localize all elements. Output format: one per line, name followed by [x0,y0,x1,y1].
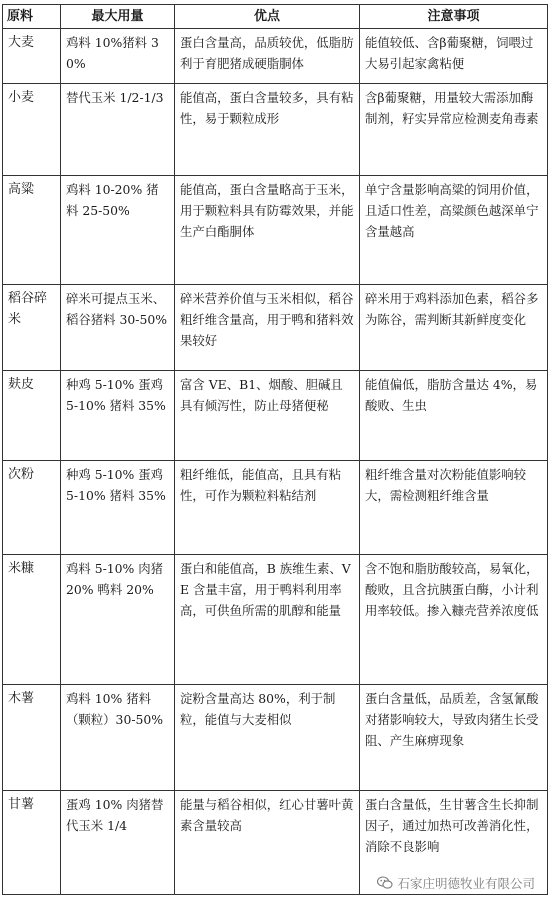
table-row [3,461,548,555]
cell-advantages: 碎米营养价值与玉米相似，稻谷粗纤维含量高，用于鸭和猪料效果较好 [175,285,360,371]
feed-ingredient-table [2,4,548,895]
cell-max-dosage: 蛋鸡 10% 肉猪替代玉米 1/4 [61,791,175,895]
cell-max-dosage: 鸡料 10%猪料 30% [61,29,175,84]
header-notes: 注意事项 [360,5,548,29]
cell-ingredient: 小麦 [3,84,61,176]
cell-advantages: 蛋白和能值高，B 族维生素、VE 含量丰富，用于鸭料利用率高，可供鱼所需的肌醇和能量 [175,555,360,685]
cell-max-dosage: 种鸡 5-10% 蛋鸡 5-10% 猪料 35% [61,461,175,555]
table-row [3,285,548,371]
table-header-row [3,5,548,29]
cell-ingredient: 稻谷碎米 [3,285,61,371]
cell-ingredient: 次粉 [3,461,61,555]
cell-notes: 含β葡聚糖，用量较大需添加酶制剂，籽实异常应检测麦角毒素 [360,84,548,176]
wechat-icon [377,876,393,890]
cell-notes: 粗纤维含量对次粉能值影响较大，需检测粗纤维含量 [360,461,548,555]
cell-advantages: 蛋白含量高，品质较优，低脂肪利于育肥猪成硬脂胴体 [175,29,360,84]
table-row [3,176,548,285]
cell-max-dosage: 碎米可提点玉米、稻谷猪料 30-50% [61,285,175,371]
cell-ingredient: 大麦 [3,29,61,84]
cell-notes: 能值偏低，脂肪含量达 4%，易酸败、生虫 [360,371,548,461]
cell-notes: 蛋白含量低，品质差，含氢氰酸对猪影响较大，导致肉猪生长受阻、产生麻痹现象 [360,685,548,791]
cell-ingredient: 米糠 [3,555,61,685]
cell-notes: 蛋白含量低，生甘薯含生长抑制因子，通过加热可改善消化性，消除不良影响 [360,791,548,895]
watermark [375,874,537,892]
cell-notes: 单宁含量影响高粱的饲用价值，且适口性差，高粱颜色越深单宁含量越高 [360,176,548,285]
table-row [3,84,548,176]
table-row [3,685,548,791]
cell-advantages: 能值高，蛋白含量略高于玉米，用于颗粒料具有防霉效果，并能生产白酯胴体 [175,176,360,285]
header-max-dosage: 最大用量 [61,5,175,29]
cell-max-dosage: 鸡料 10-20% 猪料 25-50% [61,176,175,285]
header-ingredient: 原料 [3,5,61,29]
cell-notes: 碎米用于鸡料添加色素，稻谷多为陈谷，需判断其新鲜度变化 [360,285,548,371]
cell-notes: 能值较低、含β葡聚糖，饲喂过大易引起家禽粘便 [360,29,548,84]
cell-advantages: 能量与稻谷相似，红心甘薯叶黄素含量较高 [175,791,360,895]
cell-max-dosage: 替代玉米 1/2-1/3 [61,84,175,176]
cell-max-dosage: 种鸡 5-10% 蛋鸡 5-10% 猪料 35% [61,371,175,461]
cell-advantages: 能值高，蛋白含量较多，具有粘性，易于颗粒成形 [175,84,360,176]
cell-notes: 含不饱和脂肪酸较高，易氧化，酸败，且含抗胰蛋白酶，小计利用率较低。掺入糠壳营养浓度低 [360,555,548,685]
table-row [3,371,548,461]
cell-advantages: 粗纤维低，能值高，且具有粘性，可作为颗粒料粘结剂 [175,461,360,555]
cell-ingredient: 麸皮 [3,371,61,461]
cell-max-dosage: 鸡料 10% 猪料（颗粒）30-50% [61,685,175,791]
table-row [3,555,548,685]
cell-advantages: 富含 VE、B1、烟酸、胆碱且具有倾泻性，防止母猪便秘 [175,371,360,461]
cell-advantages: 淀粉含量高达 80%，利于制粒，能值与大麦相似 [175,685,360,791]
watermark-text: 石家庄明德牧业有限公司 [397,876,535,891]
cell-max-dosage: 鸡料 5-10% 肉猪 20% 鸭料 20% [61,555,175,685]
table-row [3,29,548,84]
cell-ingredient: 高粱 [3,176,61,285]
cell-ingredient: 木薯 [3,685,61,791]
header-advantages: 优点 [175,5,360,29]
cell-ingredient: 甘薯 [3,791,61,895]
